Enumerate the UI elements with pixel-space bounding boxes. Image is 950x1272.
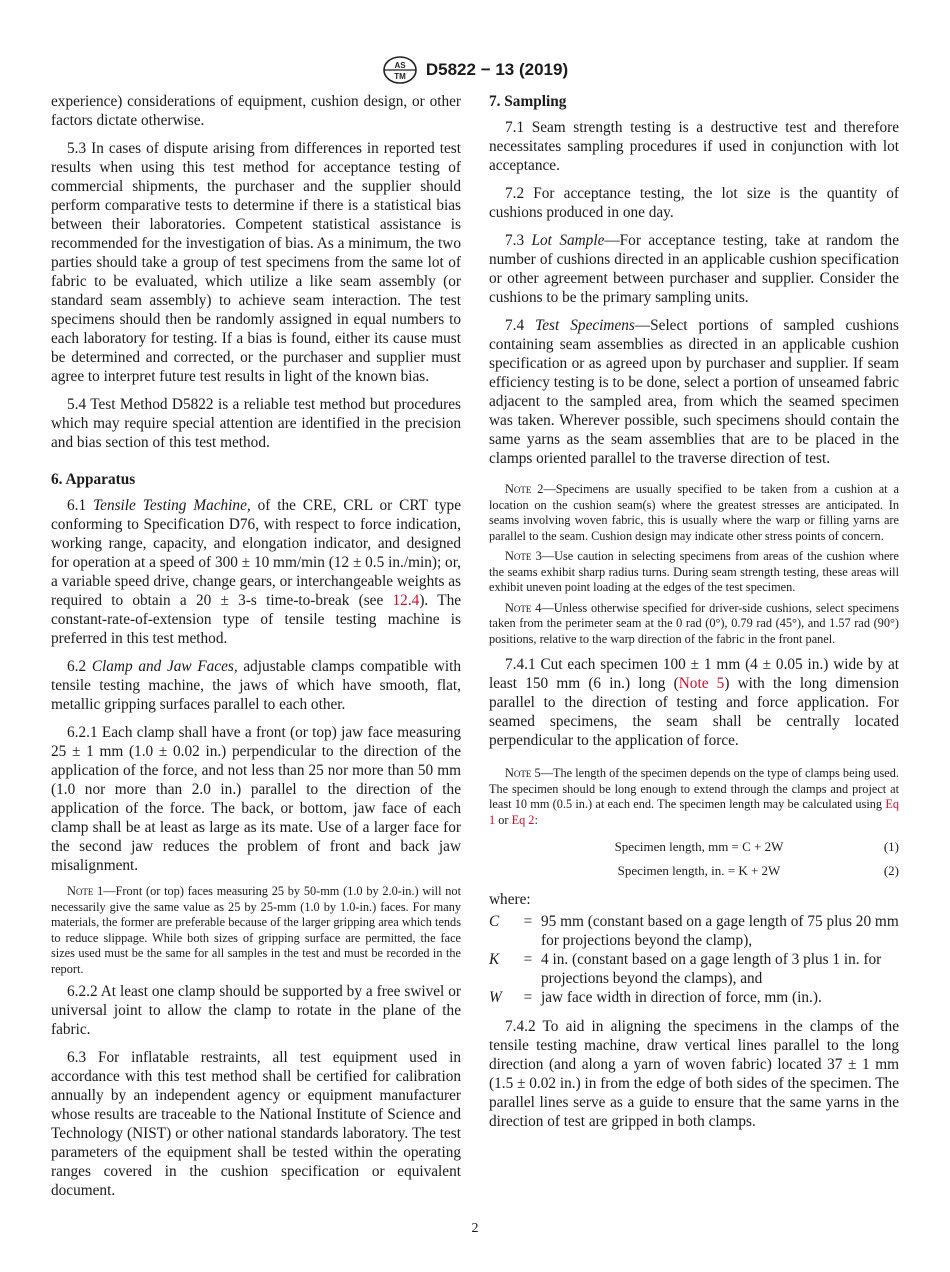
note-text: —Front (or top) faces measuring 25 by 50-mm (1.0 by 2.0-in.) will not necessarily give the same value as 25 by 25-mm (1.0 by 1.0-in.) faces. For many materials, the former are preferable because of the larger gripping area which tends to reduce slippage. While both sizes of gripping surface are permitted, the face sizes used must be the same for all samples in the test and must be recorded in the report.: [51, 884, 461, 976]
paragraph-6-1: [51, 496, 461, 648]
paragraph-6-2: [51, 657, 461, 714]
left-column: [51, 92, 461, 1209]
note-5: [489, 766, 899, 828]
equation-text: Specimen length, in. = K + 2W: [617, 863, 781, 878]
paragraph-7-4-2: 7.4.2 To aid in aligning the specimens in the clamps of the tensile testing machine, draw vertical lines parallel to the long direction (and along a yarn of woven fabric) located 37 ± 1 mm (1.5 ± 0.02 in.) in from the edge of both sides of the specimen. The parallel lines serve as a guide to ensure that the same yarns in the direction of test are gripped in both clamps.: [489, 1018, 899, 1130]
where-label: where:: [489, 891, 531, 908]
variable-definition: [489, 988, 899, 1007]
note-label: Note 1: [67, 884, 104, 898]
equation-2: [489, 862, 899, 880]
section-link-12-4[interactable]: 12.4: [392, 592, 420, 609]
paragraph-7-2: 7.2 For acceptance testing, the lot size is the quantity of cushions produced in one day.: [489, 185, 899, 221]
eq-1-link[interactable]: Eq 1: [489, 797, 899, 827]
variable-symbol: K: [489, 951, 500, 968]
equation-text: Specimen length, mm = C + 2W: [614, 839, 784, 854]
equation-1: [489, 838, 899, 856]
equals-sign: =: [523, 951, 533, 968]
note-label: Note 2: [505, 482, 544, 496]
note-label: Note 3: [505, 549, 542, 563]
svg-text:AS: AS: [394, 61, 406, 70]
paragraph-6-2-1: 6.2.1 Each clamp shall have a front (or top) jaw face measuring 25 ± 1 mm (1.0 ± 0.02 in.) perpendicular to the direction of the application of the force, and not less than 25 nor more than 50 mm (1.0 nor more than 2.0 in.) parallel to the direction of the application of the force. The back, or bottom, jaw face of each clamp shall be at least as large as its mate. Use of a larger face for the second jaw reduces the problem of front and back jaw misalignment.: [51, 724, 461, 874]
note-text: —Use caution in selecting specimens from areas of the cushion where the seams exhibit sharp radius turns. During seam strength testing, these areas will exhibit uneven point loading at the edges of the test specimen.: [489, 549, 899, 594]
paragraph-7-3: [489, 231, 899, 307]
variable-symbol: C: [489, 913, 500, 930]
paragraph-text: —For acceptance testing, take at random the number of cushions directed in an applicable cushion specification or other agreement between purchaser and supplier. Consider the cushions to be the primary sampling units.: [489, 232, 899, 306]
page-header: [0, 54, 950, 86]
note-text: or: [495, 812, 512, 827]
equals-sign: =: [523, 913, 533, 930]
section-heading-sampling: 7. Sampling: [489, 93, 567, 110]
term: Clamp and Jaw Faces,: [91, 658, 238, 675]
paragraph-7-4-1: [489, 655, 899, 750]
term: Tensile Testing Machine,: [93, 497, 251, 514]
right-column: [489, 92, 899, 1140]
paragraph-7-4: [489, 316, 899, 468]
note-4: [489, 601, 899, 648]
variable-symbol: W: [489, 989, 502, 1006]
equation-number: (1): [883, 839, 899, 854]
equals-sign: =: [523, 989, 533, 1006]
paragraph-number: 6.2: [67, 658, 92, 675]
paragraph-7-1: 7.1 Seam strength testing is a destructive test and therefore necessitates sampling procedures if used in conjunction with lot acceptance.: [489, 119, 899, 174]
note-3: [489, 549, 899, 596]
paragraph-text: of the CRE, CRL or CRT type conforming to Specification D76, with respect to force indication, working range, capacity, and elongation indicator, and designed for operation at a speed of 300 ± 10 mm/min (12 ± 0.5 in./min); or, a variable speed drive, change gears, or interchangeable weights as required to obtain a 20 ± 3-s time-to-break (see: [51, 497, 461, 609]
note-label: Note 4: [505, 600, 542, 615]
variable-definitions: [489, 912, 899, 1007]
astm-logo-icon: [382, 55, 418, 85]
variable-definition: [489, 950, 899, 988]
eq-2-link[interactable]: Eq 2: [511, 812, 535, 827]
note-text: —The length of the specimen depends on the type of clamps being used. The specimen should be long enough to extend through the clamps and project at least 10 mm (0.5 in.) at each end. The specimen length may be calculated using: [489, 766, 899, 811]
term: Lot Sample: [531, 232, 605, 249]
variable-description: jaw face width in direction of force, mm (in.).: [541, 989, 822, 1006]
paragraph-6-2-2: 6.2.2 At least one clamp should be supported by a free swivel or universal joint to allow the clamp to rotate in the plane of the fabric.: [51, 983, 461, 1038]
paragraph-5-3: 5.3 In cases of dispute arising from differences in reported test results when using this test method for acceptance testing of commercial shipments, the purchaser and the supplier should perform comparative tests to determine if there is a statistical bias between their laboratories. Competent statistical assistance is recommended for the investigation of bias. As a minimum, the two parties should take a group of test specimens from the same lot of fabric to be evaluated, which utilize a like seam assembly (or standard seam assembly) to achieve seam interaction. The test specimens should then be randomly assigned in equal numbers to each laboratory for testing. If a bias is found, either its cause must be determined and corrected, or the purchaser and supplier must agree to interpret future test results in light of the known bias.: [51, 140, 461, 385]
note-1: [51, 884, 461, 977]
variable-description: 95 mm (constant based on a gage length of 75 plus 20 mm for projections beyond the clamp),: [541, 913, 899, 949]
paragraph-6-3: 6.3 For inflatable restraints, all test equipment used in accordance with this test method shall be certified for calibration annually by an independent agency or equipment manufacturer whose results are traceable to the National Institute of Science and Technology (NIST) or other national standards laboratory. The test parameters of the equipment shall be tested within the operating ranges covered in the cushion specification or equivalent document.: [51, 1049, 461, 1199]
document-id: D5822 − 13 (2019): [425, 60, 569, 79]
note-text: :: [534, 812, 538, 827]
paragraph-text: 7.4.1 Cut each specimen 100 ± 1 mm (4 ± 0.05 in.) wide by at least 150 mm (6 in.) long (: [489, 656, 899, 692]
equation-number: (2): [883, 863, 899, 878]
note-2: [489, 482, 899, 544]
note-text: —Unless otherwise specified for driver-side cushions, select specimens taken from the perimeter seam at the 0 rad (0°), 0.79 rad (45°), and 1.57 rad (90°) positions, relative to the warp direction of the fabric in the front panel.: [489, 600, 899, 646]
term: Test Specimens: [535, 317, 635, 334]
paragraph-number: 7.4: [505, 317, 536, 334]
paragraph-continued: experience) considerations of equipment, cushion design, or other factors dictate otherwise.: [51, 93, 461, 129]
section-heading-apparatus: 6. Apparatus: [51, 471, 136, 488]
note-text: —Specimens are usually specified to be taken from a cushion at a location on the cushion seam(s) where the greatest stresses are anticipated. In seams involving woven fabric, this is usually where the warp or filling yarns are parallel to the seam. Cushion design may indicate other stress points of concern.: [489, 482, 899, 543]
paragraph-text: ) with the long dimension parallel to the direction of testing and force application. For seamed specimens, the seam shall be centrally located perpendicular to the application of force.: [489, 675, 899, 749]
variable-description: 4 in. (constant based on a gage length of 3 plus 1 in. for projections beyond the clamps), and: [541, 951, 882, 987]
paragraph-text: adjustable clamps compatible with tensile testing machine, the jaws of which have smooth, flat, metallic gripping surfaces parallel to each other.: [51, 658, 461, 713]
paragraph-number: 7.3: [505, 232, 532, 249]
variable-definition: [489, 912, 899, 950]
svg-text:TM: TM: [394, 72, 406, 81]
paragraph-5-4: 5.4 Test Method D5822 is a reliable test method but procedures which may require special attention are identified in the precision and bias section of this test method.: [51, 396, 461, 451]
paragraph-text: —Select portions of sampled cushions containing seam assemblies as directed in an applicable cushion specification or as agreed upon by purchaser and supplier. If seam efficiency testing is to be done, select a portion of unseamed fabric adjacent to the sampled area, from which the seamed specimen was taken. Wherever possible, such specimens should contain the same yarns as the seam assemblies that are to be placed in the clamps oriented parallel to the traverse direction of test.: [489, 317, 900, 467]
paragraph-text: ). The constant-rate-of-extension type of tensile testing machine is preferred in this test method.: [51, 592, 462, 647]
paragraph-number: 6.1: [67, 497, 94, 514]
page-number: 2: [471, 1221, 479, 1236]
note-5-link[interactable]: Note 5: [678, 675, 725, 692]
note-label: Note 5: [505, 766, 541, 780]
